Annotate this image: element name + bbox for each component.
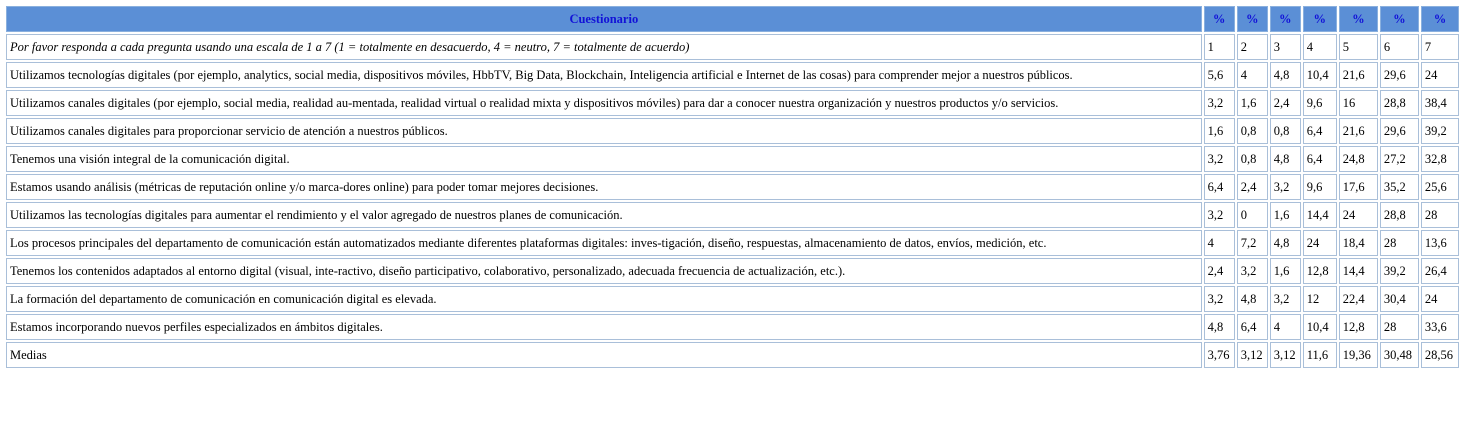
percent-cell: 3,2: [1204, 90, 1235, 116]
scale-cell: 3: [1270, 34, 1301, 60]
percent-cell: 14,4: [1339, 258, 1378, 284]
percent-cell: 38,4: [1421, 90, 1459, 116]
scale-cell: 4: [1303, 34, 1337, 60]
percent-cell: 28,56: [1421, 342, 1459, 368]
percent-cell: 0: [1237, 202, 1268, 228]
column-header-percent: %: [1303, 6, 1337, 32]
table-row: [6, 314, 1459, 340]
percent-cell: 28: [1380, 314, 1419, 340]
scale-cell: 6: [1380, 34, 1419, 60]
percent-cell: 3,2: [1270, 174, 1301, 200]
percent-cell: 3,2: [1270, 286, 1301, 312]
percent-cell: 4,8: [1270, 62, 1301, 88]
percent-cell: 4,8: [1237, 286, 1268, 312]
table-row: [6, 118, 1459, 144]
scale-cell: 1: [1204, 34, 1235, 60]
percent-cell: 0,8: [1237, 146, 1268, 172]
percent-cell: 12: [1303, 286, 1337, 312]
percent-cell: 17,6: [1339, 174, 1378, 200]
table-row: [6, 90, 1459, 116]
percent-cell: 6,4: [1204, 174, 1235, 200]
percent-cell: 1,6: [1270, 258, 1301, 284]
question-cell: Tenemos los contenidos adaptados al entorno digital (visual, inte-ractivo, diseño participativo, colaborativo, personalizado, adecuada frecuencia de actualización, etc.).: [6, 258, 1202, 284]
percent-cell: 2,4: [1270, 90, 1301, 116]
percent-cell: 28: [1380, 230, 1419, 256]
question-cell: Estamos incorporando nuevos perfiles especializados en ámbitos digitales.: [6, 314, 1202, 340]
percent-cell: 39,2: [1380, 258, 1419, 284]
column-header-percent: %: [1380, 6, 1419, 32]
table-row: [6, 286, 1459, 312]
percent-cell: 18,4: [1339, 230, 1378, 256]
percent-cell: 28: [1421, 202, 1459, 228]
percent-cell: 1,6: [1237, 90, 1268, 116]
percent-cell: 28,8: [1380, 90, 1419, 116]
table-row: [6, 258, 1459, 284]
percent-cell: 4,8: [1204, 314, 1235, 340]
instruction-text: Por favor responda a cada pregunta usando una escala de 1 a 7 (1 = totalmente en desacuerdo, 4 = neutro, 7 = totalmente de acuerdo): [6, 34, 1202, 60]
column-header-percent: %: [1237, 6, 1268, 32]
question-cell: Medias: [6, 342, 1202, 368]
header-row: [6, 6, 1459, 32]
percent-cell: 21,6: [1339, 62, 1378, 88]
percent-cell: 24: [1303, 230, 1337, 256]
percent-cell: 6,4: [1303, 118, 1337, 144]
column-header-question: Cuestionario: [6, 6, 1202, 32]
percent-cell: 4,8: [1270, 230, 1301, 256]
percent-cell: 3,76: [1204, 342, 1235, 368]
percent-cell: 16: [1339, 90, 1378, 116]
percent-cell: 19,36: [1339, 342, 1378, 368]
percent-cell: 27,2: [1380, 146, 1419, 172]
percent-cell: 11,6: [1303, 342, 1337, 368]
percent-cell: 6,4: [1237, 314, 1268, 340]
percent-cell: 32,8: [1421, 146, 1459, 172]
percent-cell: 6,4: [1303, 146, 1337, 172]
percent-cell: 3,12: [1270, 342, 1301, 368]
question-cell: Los procesos principales del departamento de comunicación están automatizados mediante diferentes plataformas digitales: inves-tigación, diseño, respuestas, almacenamiento de datos, envíos, medición, etc.: [6, 230, 1202, 256]
question-cell: La formación del departamento de comunicación en comunicación digital es elevada.: [6, 286, 1202, 312]
percent-cell: 33,6: [1421, 314, 1459, 340]
percent-cell: 24: [1421, 62, 1459, 88]
percent-cell: 10,4: [1303, 62, 1337, 88]
scale-cell: 5: [1339, 34, 1378, 60]
percent-cell: 29,6: [1380, 118, 1419, 144]
percent-cell: 22,4: [1339, 286, 1378, 312]
percent-cell: 0,8: [1270, 118, 1301, 144]
table-row: [6, 62, 1459, 88]
percent-cell: 24: [1421, 286, 1459, 312]
percent-cell: 1,6: [1270, 202, 1301, 228]
percent-cell: 14,4: [1303, 202, 1337, 228]
percent-cell: 39,2: [1421, 118, 1459, 144]
scale-cell: 7: [1421, 34, 1459, 60]
percent-cell: 2,4: [1237, 174, 1268, 200]
percent-cell: 3,2: [1237, 258, 1268, 284]
percent-cell: 9,6: [1303, 174, 1337, 200]
column-header-percent: %: [1270, 6, 1301, 32]
column-header-percent: %: [1204, 6, 1235, 32]
percent-cell: 28,8: [1380, 202, 1419, 228]
percent-cell: 1,6: [1204, 118, 1235, 144]
percent-cell: 0,8: [1237, 118, 1268, 144]
percent-cell: 7,2: [1237, 230, 1268, 256]
question-cell: Tenemos una visión integral de la comunicación digital.: [6, 146, 1202, 172]
column-header-percent: %: [1421, 6, 1459, 32]
percent-cell: 12,8: [1303, 258, 1337, 284]
percent-cell: 29,6: [1380, 62, 1419, 88]
survey-table: [4, 4, 1461, 370]
table-row: [6, 230, 1459, 256]
percent-cell: 10,4: [1303, 314, 1337, 340]
percent-cell: 4: [1237, 62, 1268, 88]
question-cell: Utilizamos canales digitales (por ejemplo, social media, realidad au-mentada, realidad virtual o realidad mixta y dispositivos móviles) para dar a conocer nuestra organización y nuestros productos y/o servicios.: [6, 90, 1202, 116]
question-cell: Utilizamos canales digitales para proporcionar servicio de atención a nuestros públicos.: [6, 118, 1202, 144]
percent-cell: 30,48: [1380, 342, 1419, 368]
percent-cell: 12,8: [1339, 314, 1378, 340]
scale-cell: 2: [1237, 34, 1268, 60]
question-cell: Estamos usando análisis (métricas de reputación online y/o marca-dores online) para poder tomar mejores decisiones.: [6, 174, 1202, 200]
percent-cell: 3,2: [1204, 286, 1235, 312]
percent-cell: 24: [1339, 202, 1378, 228]
percent-cell: 21,6: [1339, 118, 1378, 144]
percent-cell: 5,6: [1204, 62, 1235, 88]
percent-cell: 2,4: [1204, 258, 1235, 284]
percent-cell: 3,2: [1204, 146, 1235, 172]
question-cell: Utilizamos tecnologías digitales (por ejemplo, analytics, social media, dispositivos móviles, HbbTV, Big Data, Blockchain, Inteligencia artificial e Internet de las cosas) para comprender mejor a nuestros públicos.: [6, 62, 1202, 88]
percent-cell: 9,6: [1303, 90, 1337, 116]
percent-cell: 3,2: [1204, 202, 1235, 228]
percent-cell: 4,8: [1270, 146, 1301, 172]
percent-cell: 3,12: [1237, 342, 1268, 368]
percent-cell: 35,2: [1380, 174, 1419, 200]
column-header-percent: %: [1339, 6, 1378, 32]
averages-row: [6, 342, 1459, 368]
question-cell: Utilizamos las tecnologías digitales para aumentar el rendimiento y el valor agregado de nuestros planes de comunicación.: [6, 202, 1202, 228]
table-row: [6, 202, 1459, 228]
table-row: [6, 146, 1459, 172]
percent-cell: 4: [1270, 314, 1301, 340]
instruction-row: [6, 34, 1459, 60]
percent-cell: 4: [1204, 230, 1235, 256]
percent-cell: 13,6: [1421, 230, 1459, 256]
percent-cell: 26,4: [1421, 258, 1459, 284]
percent-cell: 30,4: [1380, 286, 1419, 312]
percent-cell: 24,8: [1339, 146, 1378, 172]
percent-cell: 25,6: [1421, 174, 1459, 200]
table-row: [6, 174, 1459, 200]
